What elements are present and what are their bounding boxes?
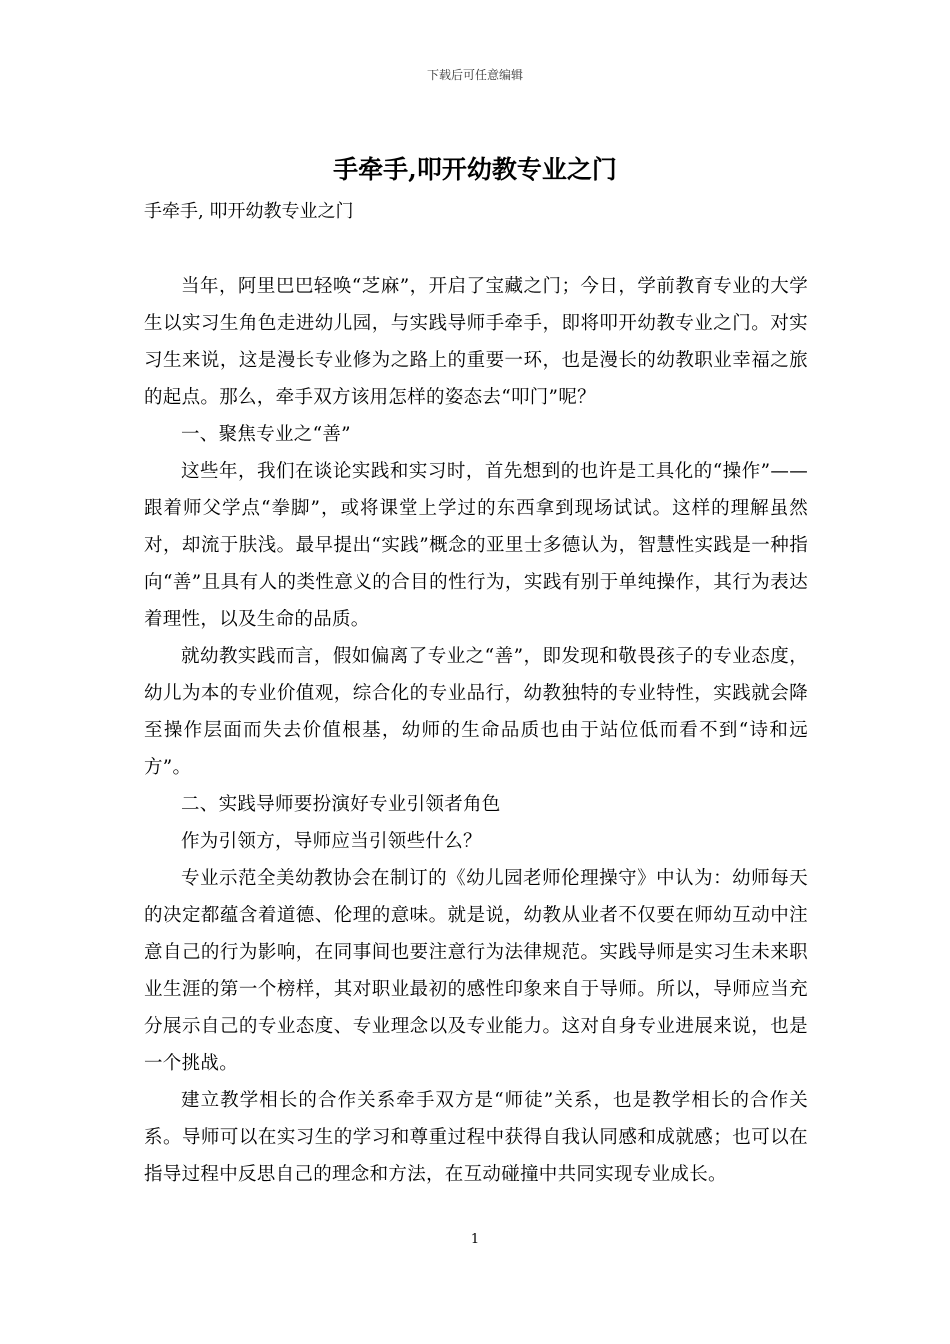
section-heading-1: 一、聚焦专业之“善”: [181, 424, 351, 445]
section-heading-2: 二、实践导师要扮演好专业引领者角色: [181, 794, 501, 815]
paragraph: 建立教学相长的合作关系牵手双方是“师徒”关系，也是教学相长的合作关系。导师可以在实习生的学习和尊重过程中获得自我认同感和成就感；也可以在指导过程中反思自己的理念和方法，在互动碰撞中共同实现专业成长。: [144, 1090, 808, 1185]
page-number: 1: [470, 1232, 480, 1247]
paragraph: 这些年，我们在谈论实践和实习时，首先想到的也许是工具化的“操作”——跟着师父学点“拳脚”，或将课堂上学过的东西拿到现场试试。这样的理解虽然对，却流于肤浅。最早提出“实践”概念的亚里士多德认为，智慧性实践是一种指向“善”且具有人的类性意义的合目的性行为，实践有别于单纯操作，其行为表达着理性，以及生命的品质。: [144, 461, 808, 630]
document-body: [144, 268, 808, 1193]
paragraph-intro: 当年，阿里巴巴轻唤“芝麻”，开启了宝藏之门；今日，学前教育专业的大学生以实习生角色走进幼儿园，与实践导师手牵手，即将叩开幼教专业之门。对实习生来说，这是漫长专业修为之路上的重要一环，也是漫长的幼教职业幸福之旅的起点。那么，牵手双方该用怎样的姿态去“叩门”呢？: [144, 276, 808, 408]
header-note: 下载后可任意编辑: [426, 68, 523, 82]
document-subtitle: 手牵手, 叩开幼教专业之门: [144, 201, 354, 222]
paragraph: 专业示范全美幼教协会在制订的《幼儿园老师伦理操守》中认为：幼师每天的决定都蕴含着道德、伦理的意味。就是说，幼教从业者不仅要在师幼互动中注意自己的行为影响，在同事间也要注意行为法律规范。实践导师是实习生未来职业生涯的第一个榜样，其对职业最初的感性印象来自于导师。所以，导师应当充分展示自己的专业态度、专业理念以及专业能力。这对自身专业进展来说，也是一个挑战。: [144, 868, 808, 1074]
paragraph: 就幼教实践而言，假如偏离了专业之“善”，即发现和敬畏孩子的专业态度，幼儿为本的专业价值观，综合化的专业品行，幼教独特的专业特性，实践就会降至操作层面而失去价值根基，幼师的生命品质也由于站位低而看不到“诗和远方”。: [144, 646, 808, 778]
paragraph: 作为引领方，导师应当引领些什么？: [181, 831, 482, 852]
document-title: 手牵手,叩开幼教专业之门: [333, 155, 617, 184]
